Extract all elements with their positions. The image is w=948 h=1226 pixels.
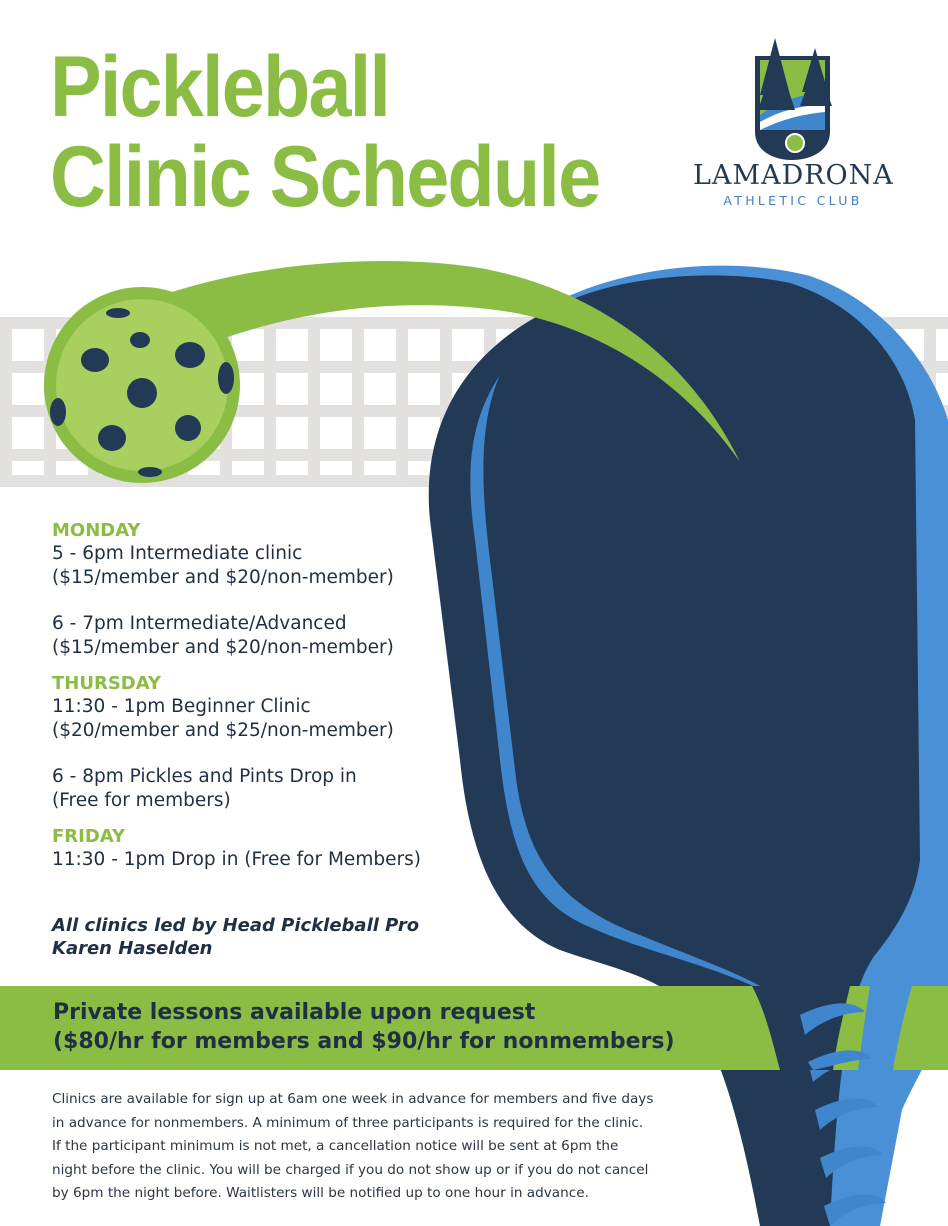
net-cell [320,417,352,449]
net-cell [320,373,352,405]
net-cell [364,461,396,475]
footer-line: If the participant minimum is not met, a cancellation notice will be sent at 6pm the [52,1138,619,1154]
net-cell [276,461,308,475]
net-cell [364,373,396,405]
net-cell [276,417,308,449]
footer-line: in advance for nonmembers. A minimum of three participants is required for the clinic. [52,1114,644,1131]
footer-line: Clinics are available for sign up at 6am one week in advance for members and five days [52,1091,654,1107]
session-line: 11:30 - 1pm Beginner Clinic [52,696,311,717]
club-logo-icon [755,38,832,160]
session-price: ($15/member and $20/non-member) [52,636,394,658]
net-cell [320,461,352,475]
day-heading-friday: FRIDAY [52,826,126,847]
net-cell [12,417,44,449]
day-heading-monday: MONDAY [52,520,141,541]
session-price: ($20/member and $25/non-member) [52,719,394,741]
schedule [52,520,472,872]
instructor-note [52,914,419,960]
session-line: 11:30 - 1pm Drop in (Free for Members) [52,849,421,870]
footer-line: night before the clinic. You will be charged if you do not show up or if you do not cancel [52,1161,649,1178]
title-line-1: Pickleball [50,39,390,135]
day-heading-thursday: THURSDAY [52,673,161,694]
private-lessons-text [53,998,675,1056]
footer-policy [52,1088,752,1206]
footer-line: by 6pm the night before. Waitlisters will be notified up to one hour in advance. [52,1185,589,1201]
club-name: LAMADRONA [693,160,894,191]
instructor-note-line-1: All clinics led by Head Pickleball Pro [52,915,420,936]
net-cell [320,329,352,361]
net-cell [408,373,440,405]
session-price: ($15/member and $20/non-member) [52,566,394,588]
net-cell [12,461,44,475]
title-line-2: Clinic Schedule [50,129,600,225]
club-logo [693,160,893,208]
instructor-note-line-2: Karen Haselden [52,938,213,959]
session-line: 6 - 8pm Pickles and Pints Drop in [52,766,357,787]
club-subtitle: ATHLETIC CLUB [723,193,863,208]
net-cell [232,461,264,475]
net-cell [936,329,948,361]
page-title [50,39,600,225]
net-cell [408,329,440,361]
session-line: 5 - 6pm Intermediate clinic [52,543,303,564]
net-cell [364,329,396,361]
session-price: (Free for members) [52,789,231,811]
pickleball-icon [44,287,240,483]
net-cell [276,373,308,405]
private-lessons-line-2: ($80/hr for members and $90/hr for nonmembers) [53,1029,675,1054]
net-cell [12,329,44,361]
net-cell [364,417,396,449]
session-line: 6 - 7pm Intermediate/Advanced [52,613,347,634]
net-cell [12,373,44,405]
net-cell [276,329,308,361]
net-cell [452,329,484,361]
net-cell [232,417,264,449]
private-lessons-line-1: Private lessons available upon request [53,1000,536,1025]
